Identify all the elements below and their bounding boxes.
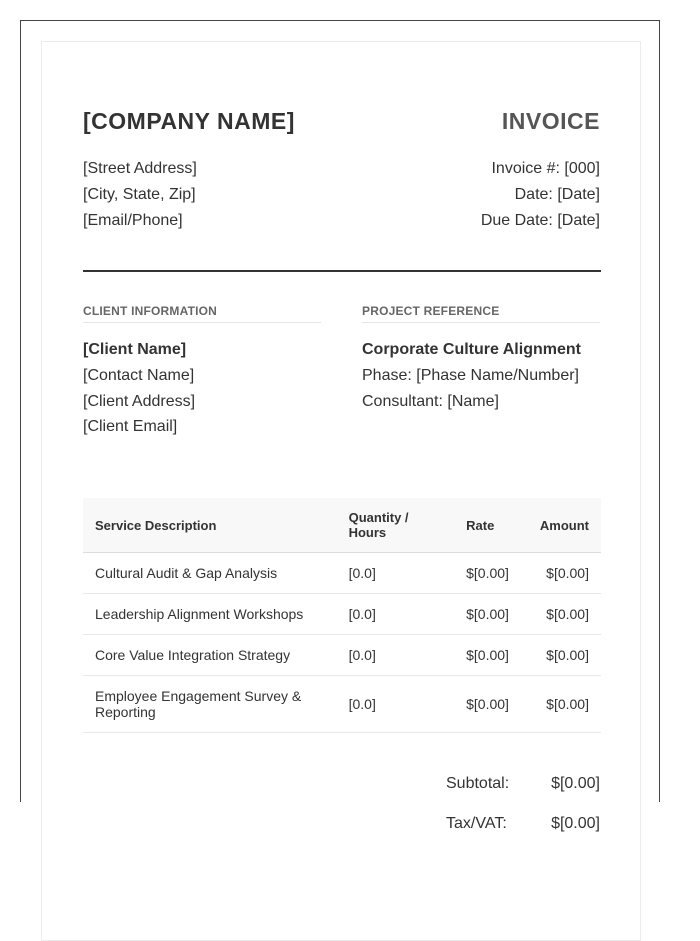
service-quantity: [0.0] [337,553,455,594]
service-amount: $[0.00] [528,676,601,733]
document-viewport[interactable] [20,20,660,832]
table-row [83,594,601,635]
city-state-zip: [City, State, Zip] [83,186,196,203]
service-description: Leadership Alignment Workshops [83,594,337,635]
subtotal-value: $[0.00] [551,775,600,792]
service-rate: $[0.00] [454,676,528,733]
service-rate: $[0.00] [454,553,528,594]
service-amount: $[0.00] [528,594,601,635]
subtotal-label: Subtotal: [446,775,510,792]
header-quantity-hours: Quantity / Hours [337,498,455,553]
invoice-title: INVOICE [501,108,600,134]
client-info-heading: CLIENT INFORMATION [83,304,321,323]
client-address: [Client Address] [83,393,196,410]
service-amount: $[0.00] [528,553,601,594]
service-quantity: [0.0] [337,594,455,635]
service-amount: $[0.00] [528,635,601,676]
project-title: Corporate Culture Alignment [362,341,581,358]
email-phone: [Email/Phone] [83,212,183,229]
client-email: [Client Email] [83,418,178,435]
service-rate: $[0.00] [454,635,528,676]
invoice-date: Date: [Date] [514,186,600,203]
table-header-row [83,498,601,553]
header-divider [83,270,601,272]
street-address: [Street Address] [83,160,197,177]
table-row [83,635,601,676]
service-description: Core Value Integration Strategy [83,635,337,676]
invoice-number: Invoice #: [000] [491,160,600,177]
table-row [83,676,601,733]
table-row [83,553,601,594]
client-name: [Client Name] [83,341,187,358]
tax-value: $[0.00] [551,815,600,832]
service-rate: $[0.00] [454,594,528,635]
service-description: Cultural Audit & Gap Analysis [83,553,337,594]
header-amount: Amount [528,498,601,553]
header-rate: Rate [454,498,528,553]
invoice-sheet [41,41,641,941]
header-service-description: Service Description [83,498,337,553]
project-phase: Phase: [Phase Name/Number] [362,367,579,384]
project-consultant: Consultant: [Name] [362,393,499,410]
due-date: Due Date: [Date] [480,212,600,229]
service-quantity: [0.0] [337,676,455,733]
service-quantity: [0.0] [337,635,455,676]
service-description: Employee Engagement Survey & Reporting [83,676,337,733]
project-ref-heading: PROJECT REFERENCE [362,304,600,323]
services-table [83,498,601,733]
company-name: [COMPANY NAME] [83,108,295,134]
tax-label: Tax/VAT: [446,815,507,832]
client-contact: [Contact Name] [83,367,195,384]
